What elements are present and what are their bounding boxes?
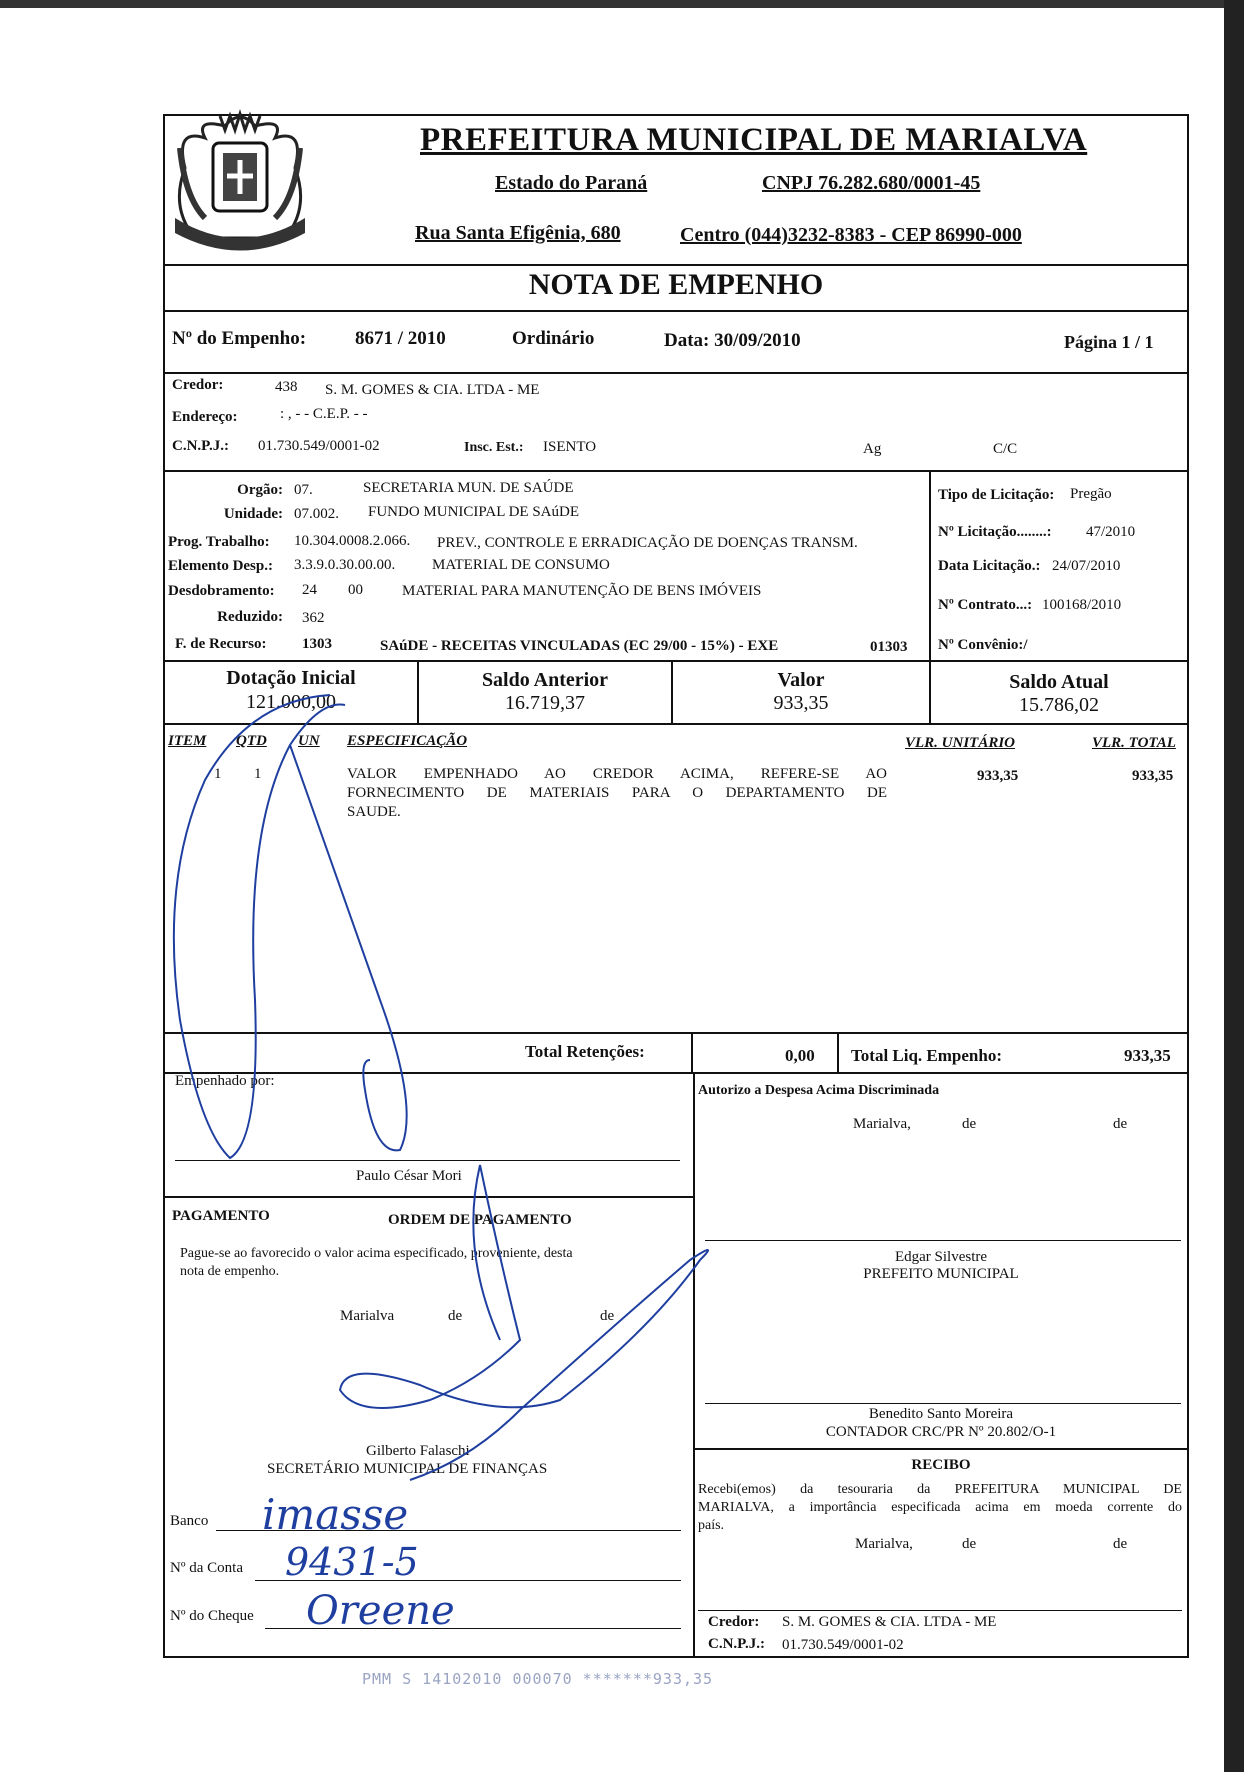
num-licitacao-label: Nº Licitação........:: [938, 524, 1052, 540]
elemento-code: 3.3.9.0.30.00.00.: [294, 557, 396, 573]
row-espec-line1: VALOR EMPENHADO AO CREDOR ACIMA, REFERE-SE AO: [347, 766, 887, 782]
recibo-text1: Recebi(emos) da tesouraria da PREFEITURA MUNICIPAL DE: [698, 1482, 1182, 1497]
autorizo-label: Autorizo a Despesa Acima Discriminada: [698, 1083, 940, 1098]
desdobramento-code: 24: [302, 582, 317, 598]
insc-value: ISENTO: [543, 439, 597, 455]
convenio-label: Nº Convênio:/: [938, 637, 1028, 653]
cheque-label: Nº do Cheque: [170, 1608, 254, 1624]
desdobramento-code2: 00: [348, 582, 363, 598]
reduzido-label: Reduzido:: [217, 609, 283, 625]
endereco-value: : , - - C.E.P. - -: [280, 406, 368, 422]
pagamento-de2: de: [600, 1308, 615, 1324]
row-espec-line2: FORNECIMENTO DE MATERIAIS PARA O DEPARTAMENTO DE: [347, 785, 887, 801]
recurso-code2: 01303: [870, 639, 908, 655]
ordem-pagamento: ORDEM DE PAGAMENTO: [388, 1212, 572, 1228]
dotacao-label: Dotação Inicial: [226, 667, 356, 689]
tipo-licitacao-value: Pregão: [1070, 486, 1112, 502]
liq-empenho-value: 933,35: [1124, 1046, 1171, 1065]
empenho-page: Página 1 / 1: [1064, 332, 1154, 352]
header-title: PREFEITURA MUNICIPAL DE MARIALVA: [420, 122, 1088, 158]
recibo-de1: de: [962, 1536, 977, 1552]
empenho-label: Nº do Empenho:: [172, 328, 307, 349]
contador-role: CONTADOR CRC/PR Nº 20.802/O-1: [825, 1424, 1057, 1440]
cc-label: C/C: [993, 441, 1018, 457]
endereco-label: Endereço:: [172, 409, 238, 425]
empenhado-label: Empenhado por:: [175, 1073, 275, 1089]
recibo-text2: MARIALVA, a importância especificada acima em moeda corrente do: [698, 1500, 1182, 1515]
cnpj-value: 01.730.549/0001-02: [258, 438, 380, 454]
recibo-cnpj-value: 01.730.549/0001-02: [782, 1637, 904, 1653]
retencoes-value: 0,00: [785, 1046, 815, 1065]
prog-name: PREV., CONTROLE E ERRADICAÇÃO DE DOENÇAS TRANSM.: [437, 535, 858, 551]
ag-label: Ag: [863, 441, 882, 457]
header-contact: Centro (044)3232-8383 - CEP 86990-000: [680, 224, 1022, 246]
recibo-city: Marialva,: [855, 1536, 913, 1552]
valor-label: Valor: [777, 669, 825, 691]
financas-role: SECRETÁRIO MUNICIPAL DE FINANÇAS: [267, 1461, 548, 1477]
cheque-handwriting: Oreene: [306, 1588, 455, 1634]
credor-code: 438: [275, 379, 298, 395]
row-espec-line3: SAUDE.: [347, 804, 401, 820]
col-especificacao: ESPECIFICAÇÃO: [347, 733, 468, 749]
orgao-label: Orgão:: [237, 482, 283, 498]
pagamento-text1: Pague-se ao favorecido o valor acima especificado, proveniente, desta: [180, 1246, 573, 1261]
recurso-label: F. de Recurso:: [175, 636, 267, 652]
empenho-date: Data: 30/09/2010: [664, 330, 801, 351]
autorizo-de2: de: [1113, 1116, 1128, 1132]
banco-label: Banco: [170, 1513, 209, 1529]
financas-signer: Gilberto Falaschi: [366, 1443, 470, 1459]
reduzido-value: 362: [302, 610, 325, 626]
col-qtd: QTD: [236, 733, 267, 749]
desdobramento-label: Desdobramento:: [168, 583, 275, 599]
orgao-code: 07.: [294, 482, 313, 498]
desdobramento-name: MATERIAL PARA MANUTENÇÃO DE BENS IMÓVEIS: [402, 583, 762, 599]
liq-empenho-label: Total Liq. Empenho:: [851, 1046, 1002, 1065]
recurso-name: SAúDE - RECEITAS VINCULADAS (EC 29/00 - 15%) - EXE: [380, 638, 779, 654]
saldo-anterior-value: 16.719,37: [505, 692, 585, 714]
row-item: 1: [214, 766, 222, 782]
doc-title: NOTA DE EMPENHO: [528, 268, 824, 301]
data-licitacao-value: 24/07/2010: [1052, 558, 1121, 574]
pagamento-de1: de: [448, 1308, 463, 1324]
empenho-type: Ordinário: [512, 328, 595, 349]
conta-label: Nº da Conta: [170, 1560, 243, 1576]
elemento-name: MATERIAL DE CONSUMO: [432, 557, 610, 573]
tipo-licitacao-label: Tipo de Licitação:: [938, 487, 1055, 503]
row-total: 933,35: [1132, 768, 1174, 784]
saldo-atual-label: Saldo Atual: [1009, 671, 1109, 693]
data-licitacao-label: Data Licitação.:: [938, 558, 1041, 574]
recibo-credor-value: S. M. GOMES & CIA. LTDA - ME: [782, 1614, 997, 1630]
pagamento-city: Marialva: [340, 1308, 395, 1324]
contrato-label: Nº Contrato...:: [938, 597, 1033, 613]
orgao-name: SECRETARIA MUN. DE SAÚDE: [363, 480, 574, 496]
autorizo-city: Marialva,: [853, 1116, 911, 1132]
unidade-label: Unidade:: [223, 506, 283, 522]
recibo-text3: país.: [698, 1518, 725, 1533]
empenho-number: 8671 / 2010: [355, 328, 446, 349]
col-item: ITEM: [168, 733, 207, 749]
unidade-code: 07.002.: [294, 506, 339, 522]
pagamento-text2: nota de empenho.: [180, 1264, 280, 1279]
prog-code: 10.304.0008.2.066.: [294, 533, 411, 549]
row-qtd: 1: [254, 766, 262, 782]
dotacao-value: 121.000,00: [246, 691, 336, 713]
contrato-value: 100168/2010: [1042, 597, 1122, 613]
prog-label: Prog. Trabalho:: [168, 534, 270, 550]
recurso-code: 1303: [302, 636, 332, 652]
header-cnpj: CNPJ 76.282.680/0001-45: [762, 172, 981, 194]
autorizo-de1: de: [962, 1116, 977, 1132]
recibo-title: RECIBO: [911, 1457, 971, 1473]
conta-handwriting: 9431-5: [285, 1540, 419, 1584]
header-state: Estado do Paraná: [495, 172, 648, 194]
prefeito-role: PREFEITO MUNICIPAL: [863, 1266, 1019, 1282]
credor-label: Credor:: [172, 377, 224, 393]
header-address: Rua Santa Efigênia, 680: [415, 222, 621, 244]
recibo-credor-label: Credor:: [708, 1614, 760, 1630]
pagamento-title: PAGAMENTO: [172, 1208, 270, 1224]
contador-name: Benedito Santo Moreira: [868, 1406, 1014, 1422]
credor-name: S. M. GOMES & CIA. LTDA - ME: [325, 382, 540, 398]
cnpj-label: C.N.P.J.:: [172, 438, 229, 454]
row-unit: 933,35: [977, 768, 1019, 784]
recibo-cnpj-label: C.N.P.J.:: [708, 1636, 765, 1652]
insc-label: Insc. Est.:: [464, 440, 524, 455]
saldo-atual-value: 15.786,02: [1019, 694, 1099, 716]
num-licitacao-value: 47/2010: [1086, 524, 1136, 540]
unidade-name: FUNDO MUNICIPAL DE SAúDE: [368, 504, 579, 520]
empenhado-signer: Paulo César Mori: [356, 1168, 462, 1184]
saldo-anterior-label: Saldo Anterior: [481, 669, 609, 691]
retencoes-label: Total Retenções:: [525, 1042, 645, 1061]
col-total: VLR. TOTAL: [1092, 735, 1176, 751]
prefeito-name: Edgar Silvestre: [894, 1249, 988, 1265]
banco-handwriting: imasse: [262, 1490, 409, 1539]
col-unitario: VLR. UNITÁRIO: [905, 735, 1016, 751]
protocol-stamp: PMM S 14102010 000070 *******933,35: [362, 1670, 714, 1688]
recibo-de2: de: [1113, 1536, 1128, 1552]
valor-value: 933,35: [773, 692, 829, 714]
elemento-label: Elemento Desp.:: [168, 558, 273, 574]
col-un: UN: [298, 733, 320, 749]
